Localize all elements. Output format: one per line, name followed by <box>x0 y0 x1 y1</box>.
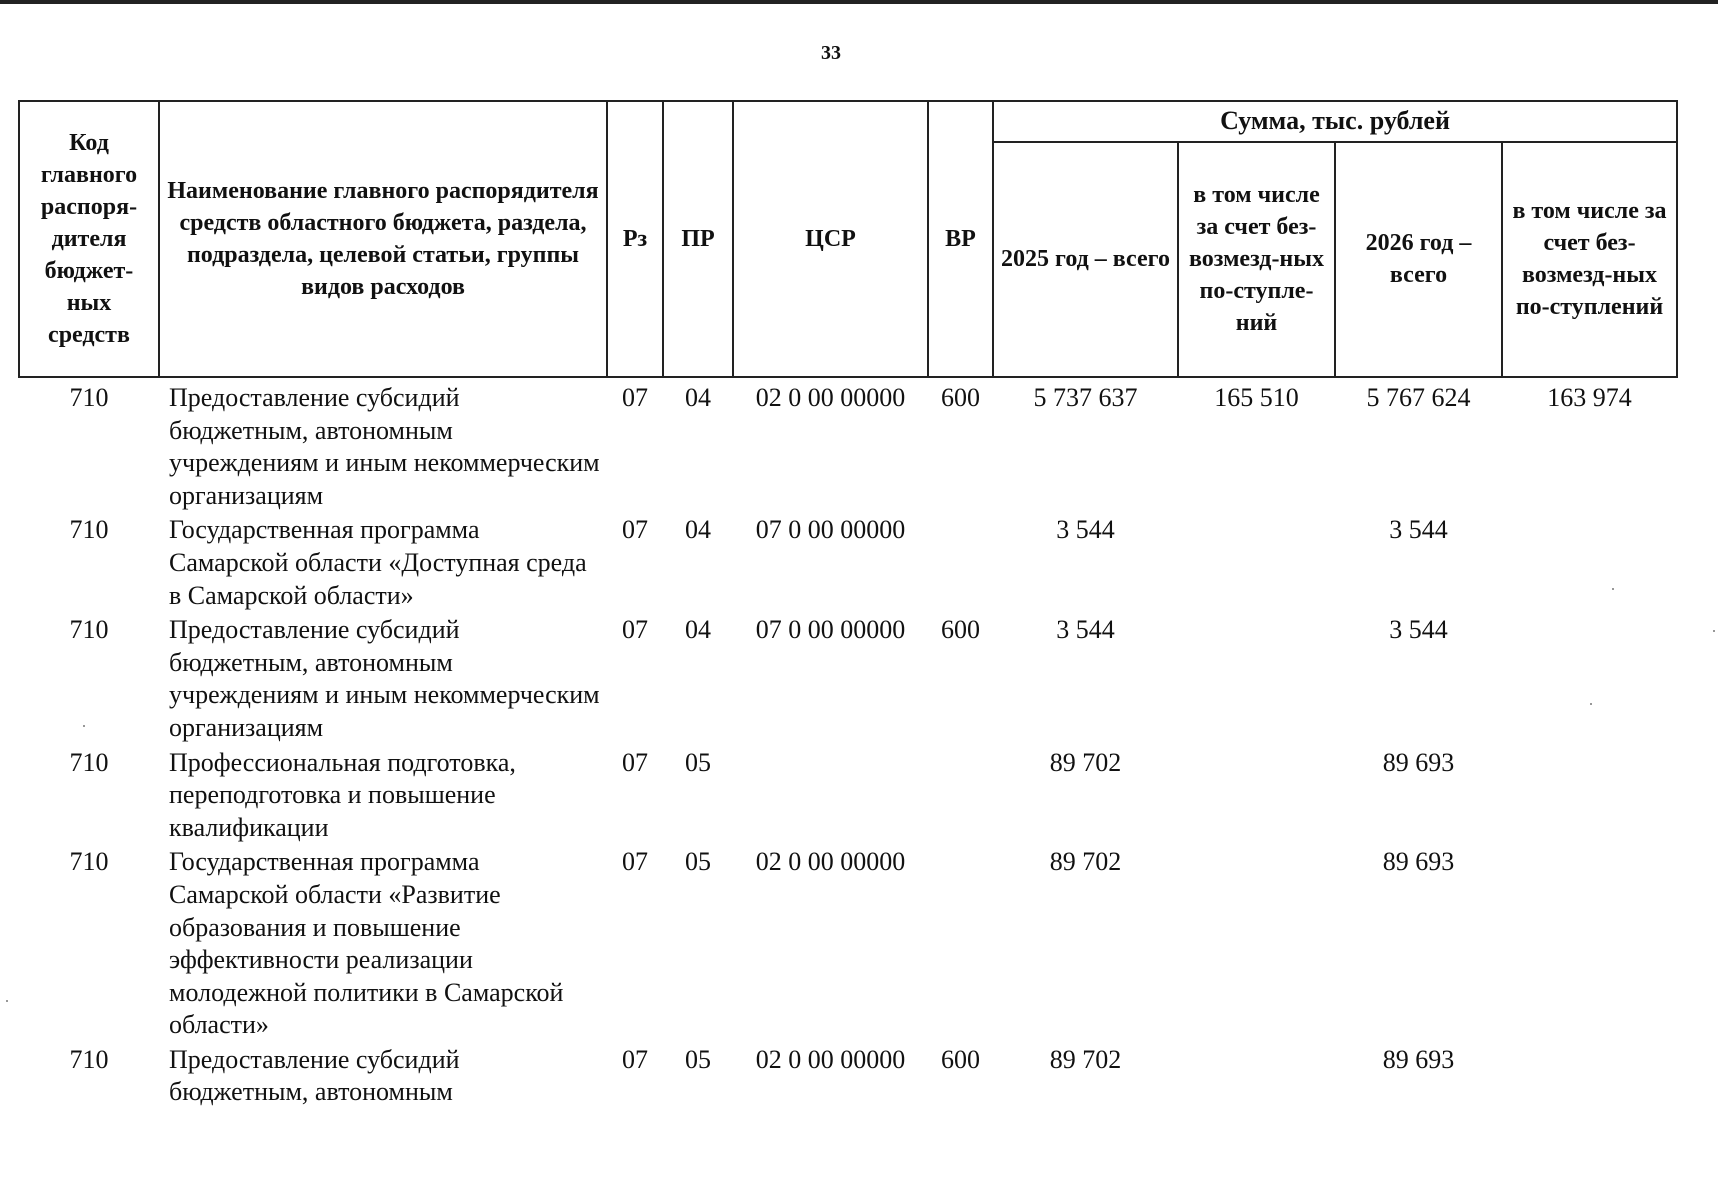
cell-csr: 02 0 00 00000 <box>755 847 906 877</box>
cell-vr: 600 <box>941 383 980 412</box>
cell-2026-grants <box>1502 1042 1677 1109</box>
top-edge-rule <box>0 0 1718 4</box>
cell-csr: 07 0 00 00000 <box>755 615 906 645</box>
header-2026-grants: в том числе за счет без-возмезд-ных по-ступлений <box>1502 142 1677 377</box>
cell-rz: 07 <box>622 747 648 777</box>
cell-2026-total: 89 693 <box>1382 1044 1455 1074</box>
cell-rz: 07 <box>622 847 648 877</box>
header-2026-total: 2026 год – всего <box>1335 142 1502 377</box>
cell-2025-total: 5 737 637 <box>1033 383 1138 412</box>
cell-2025-total: 89 702 <box>1049 847 1122 877</box>
cell-csr <box>733 745 928 845</box>
cell-pr: 05 <box>685 1044 711 1074</box>
header-csr: ЦСР <box>733 101 928 377</box>
cell-name: Предоставление субсидий бюджетным, автономным учреждениям и иным некоммерческим организациям <box>169 615 600 742</box>
scan-speck <box>1713 630 1715 632</box>
cell-code: 710 <box>69 615 109 645</box>
cell-2025-grants <box>1178 512 1335 612</box>
cell-2026-grants <box>1502 745 1677 845</box>
cell-2026-total: 5 767 624 <box>1366 383 1471 412</box>
table-row <box>19 844 1677 1042</box>
header-sum: Сумма, тыс. рублей <box>993 101 1677 142</box>
scan-speck <box>6 1000 8 1002</box>
scan-speck <box>1612 588 1614 590</box>
cell-name: Государственная программа Самарской области «Развитие образования и повышение эффективности реализации молодежной политики в Самарской области» <box>169 847 564 1040</box>
header-2025-total: 2025 год – всего <box>993 142 1178 377</box>
cell-2026-grants <box>1502 844 1677 1042</box>
table-row <box>19 512 1677 612</box>
cell-2025-total: 3 544 <box>1056 515 1115 545</box>
budget-table <box>18 100 1678 1109</box>
cell-2025-total: 3 544 <box>1056 615 1115 645</box>
cell-2026-grants <box>1502 512 1677 612</box>
cell-2026-total: 89 693 <box>1382 847 1455 877</box>
cell-2025-total: 89 702 <box>1049 747 1122 777</box>
cell-vr <box>928 745 993 845</box>
cell-csr: 02 0 00 00000 <box>755 383 906 412</box>
scan-speck <box>83 725 85 727</box>
cell-rz: 07 <box>622 515 648 545</box>
table-row <box>19 612 1677 744</box>
table-row <box>19 377 1677 512</box>
page-number: 33 <box>821 42 841 64</box>
cell-pr: 04 <box>685 615 711 645</box>
cell-vr <box>928 844 993 1042</box>
scan-speck <box>1590 703 1592 705</box>
cell-name: Профессиональная подготовка, переподготовка и повышение квалификации <box>169 747 516 842</box>
cell-2025-grants <box>1178 745 1335 845</box>
cell-pr: 04 <box>685 383 711 412</box>
cell-vr: 600 <box>941 1044 980 1074</box>
cell-csr: 02 0 00 00000 <box>755 1044 906 1074</box>
cell-pr: 05 <box>685 747 711 777</box>
cell-2026-grants: 163 974 <box>1547 383 1632 412</box>
cell-2025-total: 89 702 <box>1049 1044 1122 1074</box>
header-2025-grants: в том числе за счет без-возмезд-ных по-ступле-ний <box>1178 142 1335 377</box>
cell-name: Государственная программа Самарской области «Доступная среда в Самарской области» <box>169 515 587 610</box>
cell-code: 710 <box>69 383 109 412</box>
cell-vr <box>928 512 993 612</box>
cell-rz: 07 <box>622 1044 648 1074</box>
cell-name: Предоставление субсидий бюджетным, автономным <box>169 1044 460 1107</box>
cell-pr: 04 <box>685 515 711 545</box>
header-vr: ВР <box>928 101 993 377</box>
cell-code: 710 <box>69 515 109 545</box>
header-name: Наименование главного распорядителя средств областного бюджета, раздела, подраздела, целевой статьи, группы видов расходов <box>159 101 607 377</box>
header-rz: Рз <box>607 101 663 377</box>
cell-2025-grants <box>1178 844 1335 1042</box>
cell-2026-grants <box>1502 612 1677 744</box>
cell-2025-grants <box>1178 612 1335 744</box>
cell-csr: 07 0 00 00000 <box>755 515 906 545</box>
cell-2025-grants: 165 510 <box>1214 383 1299 412</box>
table-row <box>19 1042 1677 1109</box>
cell-2026-total: 89 693 <box>1382 747 1455 777</box>
cell-rz: 07 <box>622 615 648 645</box>
cell-name: Предоставление субсидий бюджетным, автономным учреждениям и иным некоммерческим организациям <box>169 383 600 510</box>
cell-2026-total: 3 544 <box>1389 615 1448 645</box>
cell-code: 710 <box>69 1044 109 1074</box>
cell-2025-grants <box>1178 1042 1335 1109</box>
header-pr: ПР <box>663 101 733 377</box>
cell-2026-total: 3 544 <box>1389 515 1448 545</box>
cell-rz: 07 <box>622 383 648 412</box>
cell-code: 710 <box>69 847 109 877</box>
table-row <box>19 745 1677 845</box>
cell-vr: 600 <box>941 615 980 645</box>
cell-code: 710 <box>69 747 109 777</box>
cell-pr: 05 <box>685 847 711 877</box>
header-code: Код главного распоря-дителя бюджет-ных средств <box>19 101 159 377</box>
